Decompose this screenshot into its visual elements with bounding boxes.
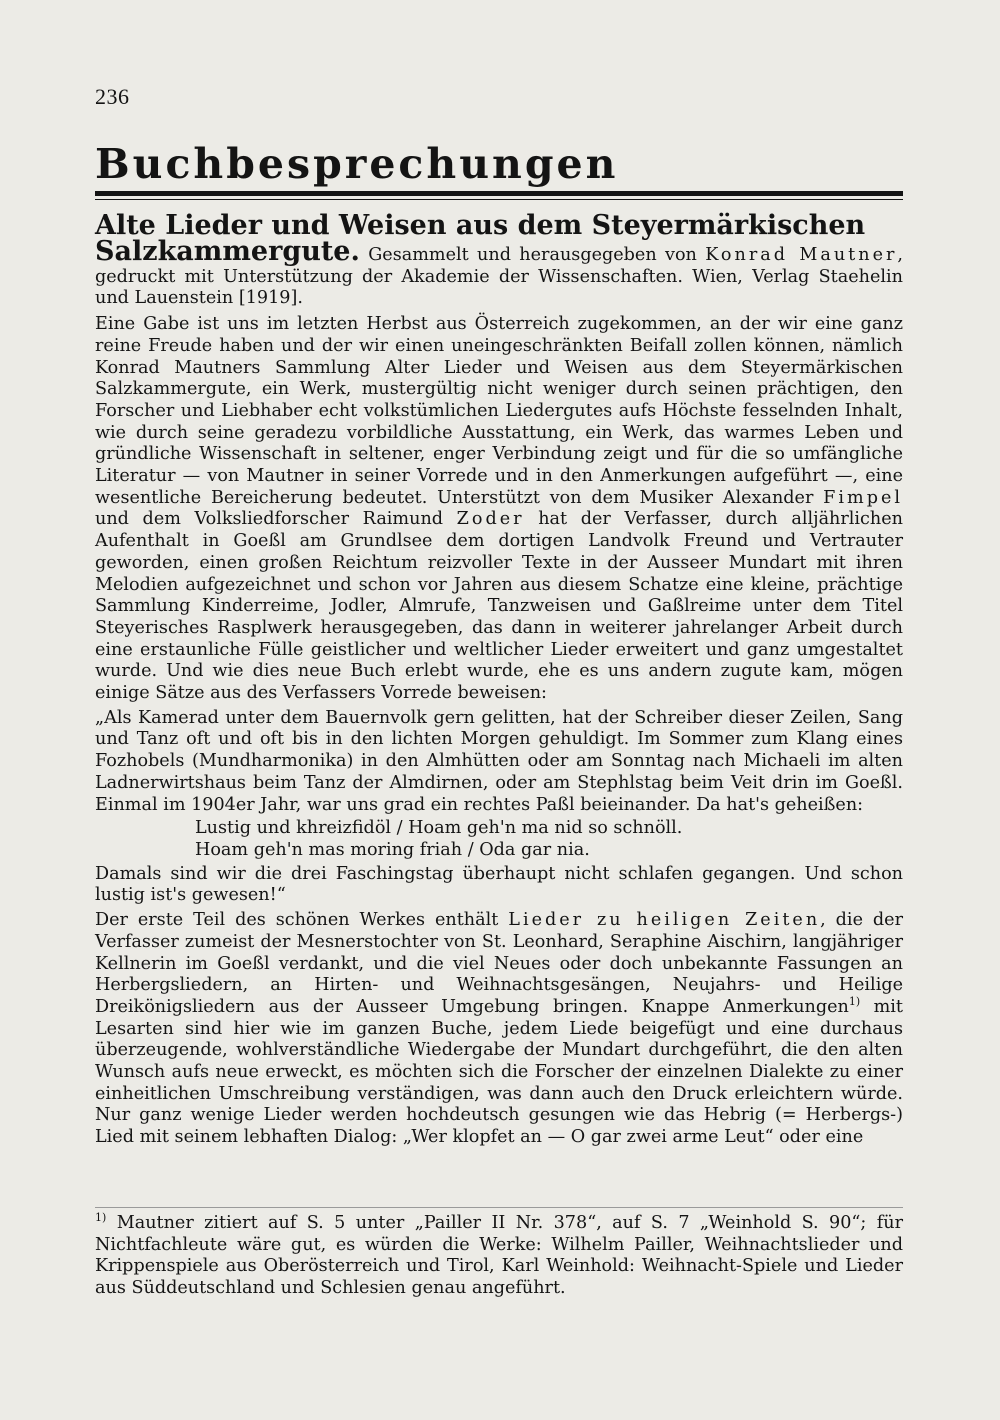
footnote-reference[interactable]: 1): [848, 995, 861, 1009]
quote-ending: Damals sind wir die drei Faschingstag überhaupt nicht schlafen gegangen. Und schon lustig ist's gewesen!“: [95, 863, 903, 906]
review-title: Alte Lieder und Weisen aus dem Steyermärkischen: [95, 210, 866, 241]
spaced-phrase: Lieder zu heiligen Zeiten: [508, 910, 821, 931]
verse-line-2: Hoam geh'n mas moring friah / Oda gar nia.: [195, 839, 590, 860]
quote-paragraph: „Als Kamerad unter dem Bauernvolk gern gelitten, hat der Schreiber dieser Zeilen, Sang und Tanz oft und oft bis in den lichten Morgen gehuldigt. Im Sommer zum Klang eines Fozhobels (Mundharmonika) in den Almhütten oder am Sonntag nach Michaeli im alten Ladnerwirtshaus beim Tanz der Almdirnen, oder am Stephlstag beim Veit drin im Goeßl. Einmal im 1904er Jahr, war uns grad ein rechtes Paßl beieinander. Da hat's geheißen:: [95, 707, 903, 815]
name-fimpel: Fimpel: [823, 487, 903, 508]
name-zoder: Zoder: [456, 509, 525, 530]
paragraph-1-text: Eine Gabe ist uns im letzten Herbst aus Österreich zugekommen, an der wir eine ganz reine Freude haben und der wir einen uneingeschränkten Beifall zollen können, nämlich Konrad Mautners Sammlung Alter Lieder und Weisen aus dem Steyermärkischen Salzkammergute, ein Werk, mustergültig nicht weniger durch seinen prächtigen, den Forscher und Liebhaber echt volkstümlichen Liedergutes aufs Höchste fesselnden Inhalt, wie durch seine geradezu vorbildliche Ausstattung, ein Werk, das warmes Leben und gründliche Wissenschaft in seltener, enger Verbindung zeigt und für die so umfängliche Literatur — von Mautner in seiner Vorrede und in den Anmerkungen aufgeführt —, eine wesentliche Bereicherung bedeutet. Unterstützt von dem Musiker Alexander: [95, 314, 903, 508]
review-title-continued: Salzkammergute.: [95, 236, 360, 267]
paragraph-1: [95, 314, 903, 705]
heading-rule-thin: [95, 199, 903, 200]
footnote-mark: 1): [95, 1211, 107, 1225]
paragraph-2-text-b: , die der Verfasser zumeist der Mesnerstochter von St. Leonhard, Seraphine Aischirn, langjähriger Kellnerin im Goeßl verdankt, und die viel Neues oder doch unbekannte Fassungen an Herbergsliedern, an Hirten- und Weihnachtsgesängen, Neujahrs- und Heilige Dreikönigsliedern aus der Ausseer Umgebung bringen. Knappe Anmerkungen: [95, 910, 903, 1017]
biblio-text-b: , gedruckt mit Unterstützung der Akademie der Wissenschaften. Wien, Verlag Staehelin und Lauenstein [1919].: [95, 245, 903, 309]
footnote: [95, 1213, 903, 1300]
paragraph-1-text-c: hat der Verfasser, durch alljährlichen Aufenthalt in Goeßl am Grundlsee dem dortigen Landvolk Freund und Vertrauter geworden, einen großen Reichtum reizvoller Texte in der Ausseer Mundart mit ihren Melodien aufgezeichnet und schon vor Jahren aus diesem Schatze eine kleine, prächtige Sammlung Kinderreime, Jodler, Almrufe, Tanzweisen und Gaßlreime unter dem Titel Steyerisches Rasplwerk herausgegeben, das dann in weiterer jahrelanger Arbeit durch eine erstaunliche Fülle geistlicher und weltlicher Lieder erweitert und ganz umgestaltet wurde. Und wie dies neue Buch erlebt wurde, ehe es uns andern zugute kam, mögen einige Sätze aus des Verfassers Vorrede beweisen:: [95, 509, 903, 704]
review-content: [95, 210, 903, 1149]
section-heading: Buchbesprechungen: [95, 140, 619, 188]
page-number: 236: [95, 84, 130, 109]
paragraph-2: [95, 910, 903, 1149]
paragraph-1-text-b: und dem Volksliedforscher Raimund: [95, 509, 457, 530]
footnote-text: Mautner zitiert auf S. 5 unter „Pailler II Nr. 378“, auf S. 7 „Weinhold S. 90“; für Nichtfachleute wäre gut, es würden die Werke: Wilhelm Pailler, Weihnachtslieder und Krippenspiele aus Oberösterreich und Tirol, Karl Weinhold: Weihnacht-Spiele und Lieder aus Süddeutschland und Schlesien genau angeführt.: [95, 1213, 903, 1299]
heading-rule-thick: [95, 191, 903, 196]
verse-line-1: Lustig und khreizfidöl / Hoam geh'n ma nid so schnöll.: [195, 818, 683, 839]
editor-name: Konrad Mautner: [705, 245, 898, 265]
footnote-rule: [95, 1207, 903, 1208]
paragraph-2-text-a: Der erste Teil des schönen Werkes enthält: [95, 910, 509, 931]
paragraph-2-text-c: mit Lesarten sind hier wie im ganzen Buche, jedem Liede beigefügt und eine durchaus überzeugende, wohlverständliche Wiedergabe der Mundart durchgeführt, die den alten Wunsch aufs neue erweckt, es möchten sich die Forscher der einzelnen Dialekte zu einer einheitlichen Umschreibung verständigen, was dann auch den Druck erleichtern würde. Nur ganz wenige Lieder werden hochdeutsch gesungen wie das Hebrig (= Herbergs-) Lied mit seinem lebhaften Dialog: „Wer klopfet an — O gar zwei arme Leut“ oder eine: [95, 996, 903, 1148]
verse-block: [195, 818, 903, 861]
bibliographic-entry: [95, 236, 903, 310]
biblio-text-a: Gesammelt und herausgegeben von: [359, 245, 706, 265]
